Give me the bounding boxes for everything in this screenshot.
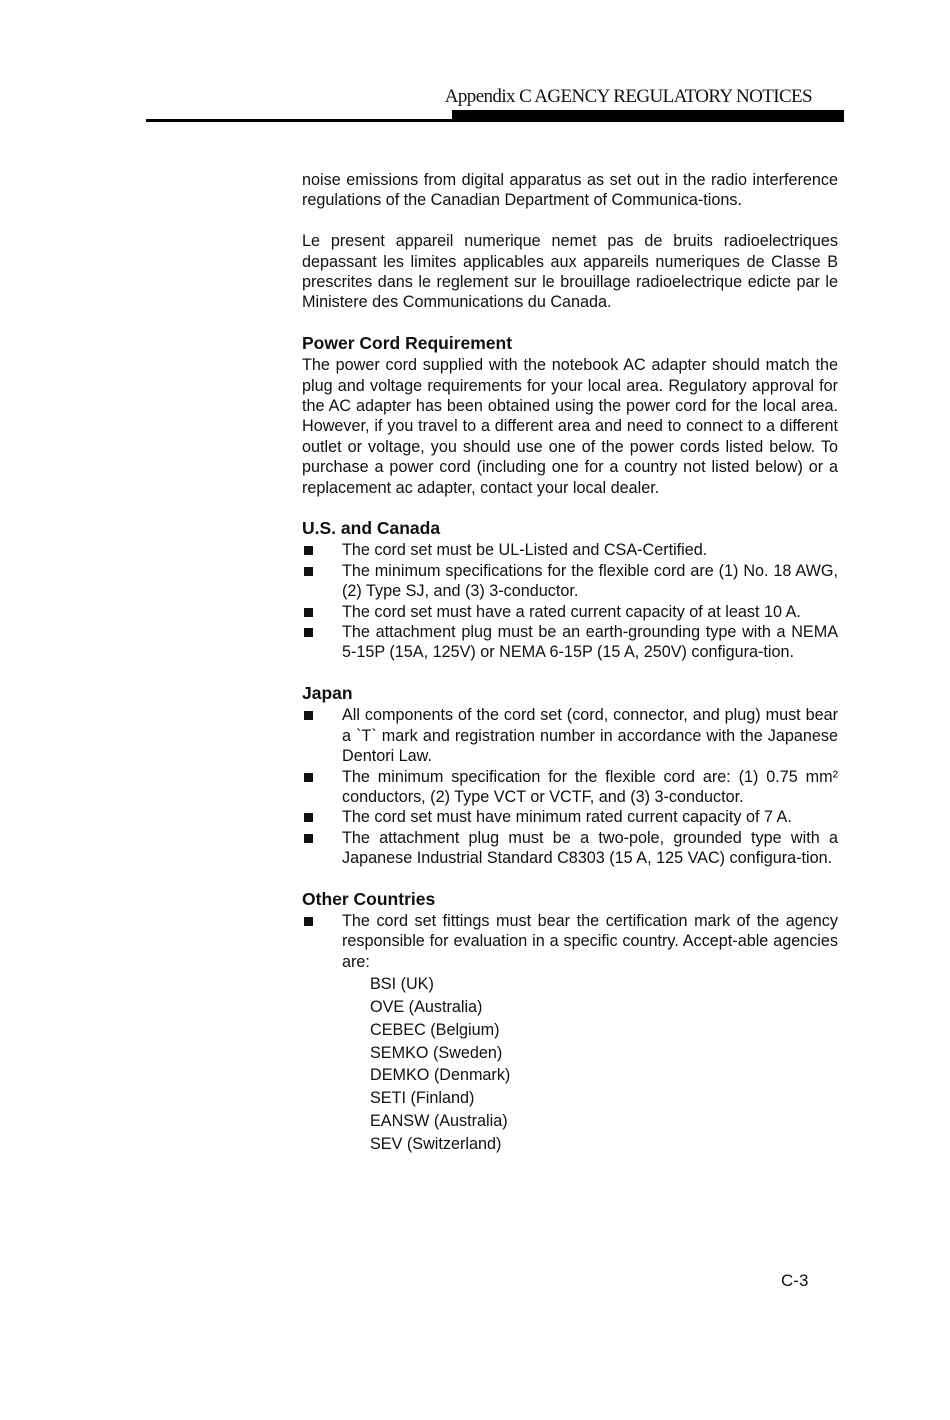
list-item-text: The minimum specification for the flexible cord are: (1) 0.75 mm² conductors, (2) Type VCT or VCTF, and (3) 3-conductor.: [342, 767, 838, 806]
bullet-square-icon: [304, 711, 313, 720]
list-item: [302, 911, 838, 1156]
page-number: C-3: [781, 1271, 809, 1290]
agency-item: SETI (Finland): [370, 1089, 475, 1108]
list-item-text: The attachment plug must be a two-pole, grounded type with a Japanese Industrial Standard C8303 (15 A, 125 VAC) configura-tion.: [342, 828, 838, 868]
list-item: [302, 807, 838, 827]
list-item-text: The cord set must be UL-Listed and CSA-Certified.: [342, 541, 708, 560]
agency-item: CEBEC (Belgium): [370, 1020, 500, 1039]
intro-paragraph-french: Le present appareil numerique nemet pas de bruits radioelectriques depassant les limites applicables aux appareils numeriques de Classe B prescrites dans le reglement sur le brouillage radioelectrique edicte par le Ministere des Communications du Canada.: [302, 232, 838, 312]
bullet-square-icon: [304, 834, 313, 843]
running-header-title: Appendix C AGENCY REGULATORY NOTICES: [444, 86, 812, 107]
agency-item: BSI (UK): [370, 975, 434, 994]
list-item-text: The cord set must have minimum rated current capacity of 7 A.: [342, 808, 792, 827]
agency-item: DEMKO (Denmark): [370, 1066, 511, 1085]
list-item-text: All components of the cord set (cord, connector, and plug) must bear a `T` mark and registration number in accordance with the Japanese Dentori Law.: [342, 706, 838, 766]
list-item: [302, 622, 838, 663]
bullet-square-icon: [304, 813, 313, 822]
bullet-square-icon: [304, 567, 313, 576]
bullet-square-icon: [304, 773, 313, 782]
list-item-text: The cord set must have a rated current capacity of at least 10 A.: [342, 602, 801, 621]
header-rule-thin: [146, 119, 452, 122]
list-item: [302, 828, 838, 869]
list-item: [302, 561, 838, 602]
bullet-square-icon: [304, 608, 313, 617]
agency-item: SEMKO (Sweden): [370, 1043, 503, 1062]
us-canada-list: [302, 540, 838, 662]
agency-list: [342, 973, 838, 1155]
agency-item: SEV (Switzerland): [370, 1134, 502, 1153]
list-item: [302, 767, 838, 808]
agency-item: OVE (Australia): [370, 997, 483, 1016]
header-rule-thick: [452, 110, 844, 122]
page-content: [302, 170, 838, 1176]
bullet-square-icon: [304, 546, 313, 555]
power-cord-paragraph: The power cord supplied with the notebook AC adapter should match the plug and voltage requirements for your local area. Regulatory approval for the AC adapter has been obtained using the power cord for the local area. However, if you travel to a different area and need to connect to a different outlet or voltage, you should use one of the power cords listed below. To purchase a power cord (including one for a country not listed below) or a replacement ac adapter, contact your local dealer.: [302, 356, 838, 497]
agency-item: EANSW (Australia): [370, 1111, 508, 1130]
japan-list: [302, 705, 838, 868]
list-item: [302, 705, 838, 766]
list-item: [302, 540, 838, 560]
other-countries-heading: Other Countries: [302, 888, 436, 909]
bullet-square-icon: [304, 917, 313, 926]
list-item-text: The minimum specifications for the flexible cord are (1) No. 18 AWG, (2) Type SJ, and (3) 3-conductor.: [342, 561, 838, 601]
list-item-text: The cord set fittings must bear the certification mark of the agency responsible for evaluation in a specific country. Accept-able agencies are:: [342, 911, 838, 971]
list-item: [302, 602, 838, 622]
list-item-text: The attachment plug must be an earth-grounding type with a NEMA 5-15P (15A, 125V) or NEMA 6-15P (15 A, 250V) configura-tion.: [342, 623, 838, 662]
japan-heading: Japan: [302, 683, 353, 704]
bullet-square-icon: [304, 628, 313, 637]
intro-paragraph-english: noise emissions from digital apparatus as set out in the radio interference regulations of the Canadian Department of Communica-tions.: [302, 171, 838, 210]
power-cord-heading: Power Cord Requirement: [302, 333, 513, 354]
other-countries-list: [302, 911, 838, 1156]
us-canada-heading: U.S. and Canada: [302, 518, 441, 539]
